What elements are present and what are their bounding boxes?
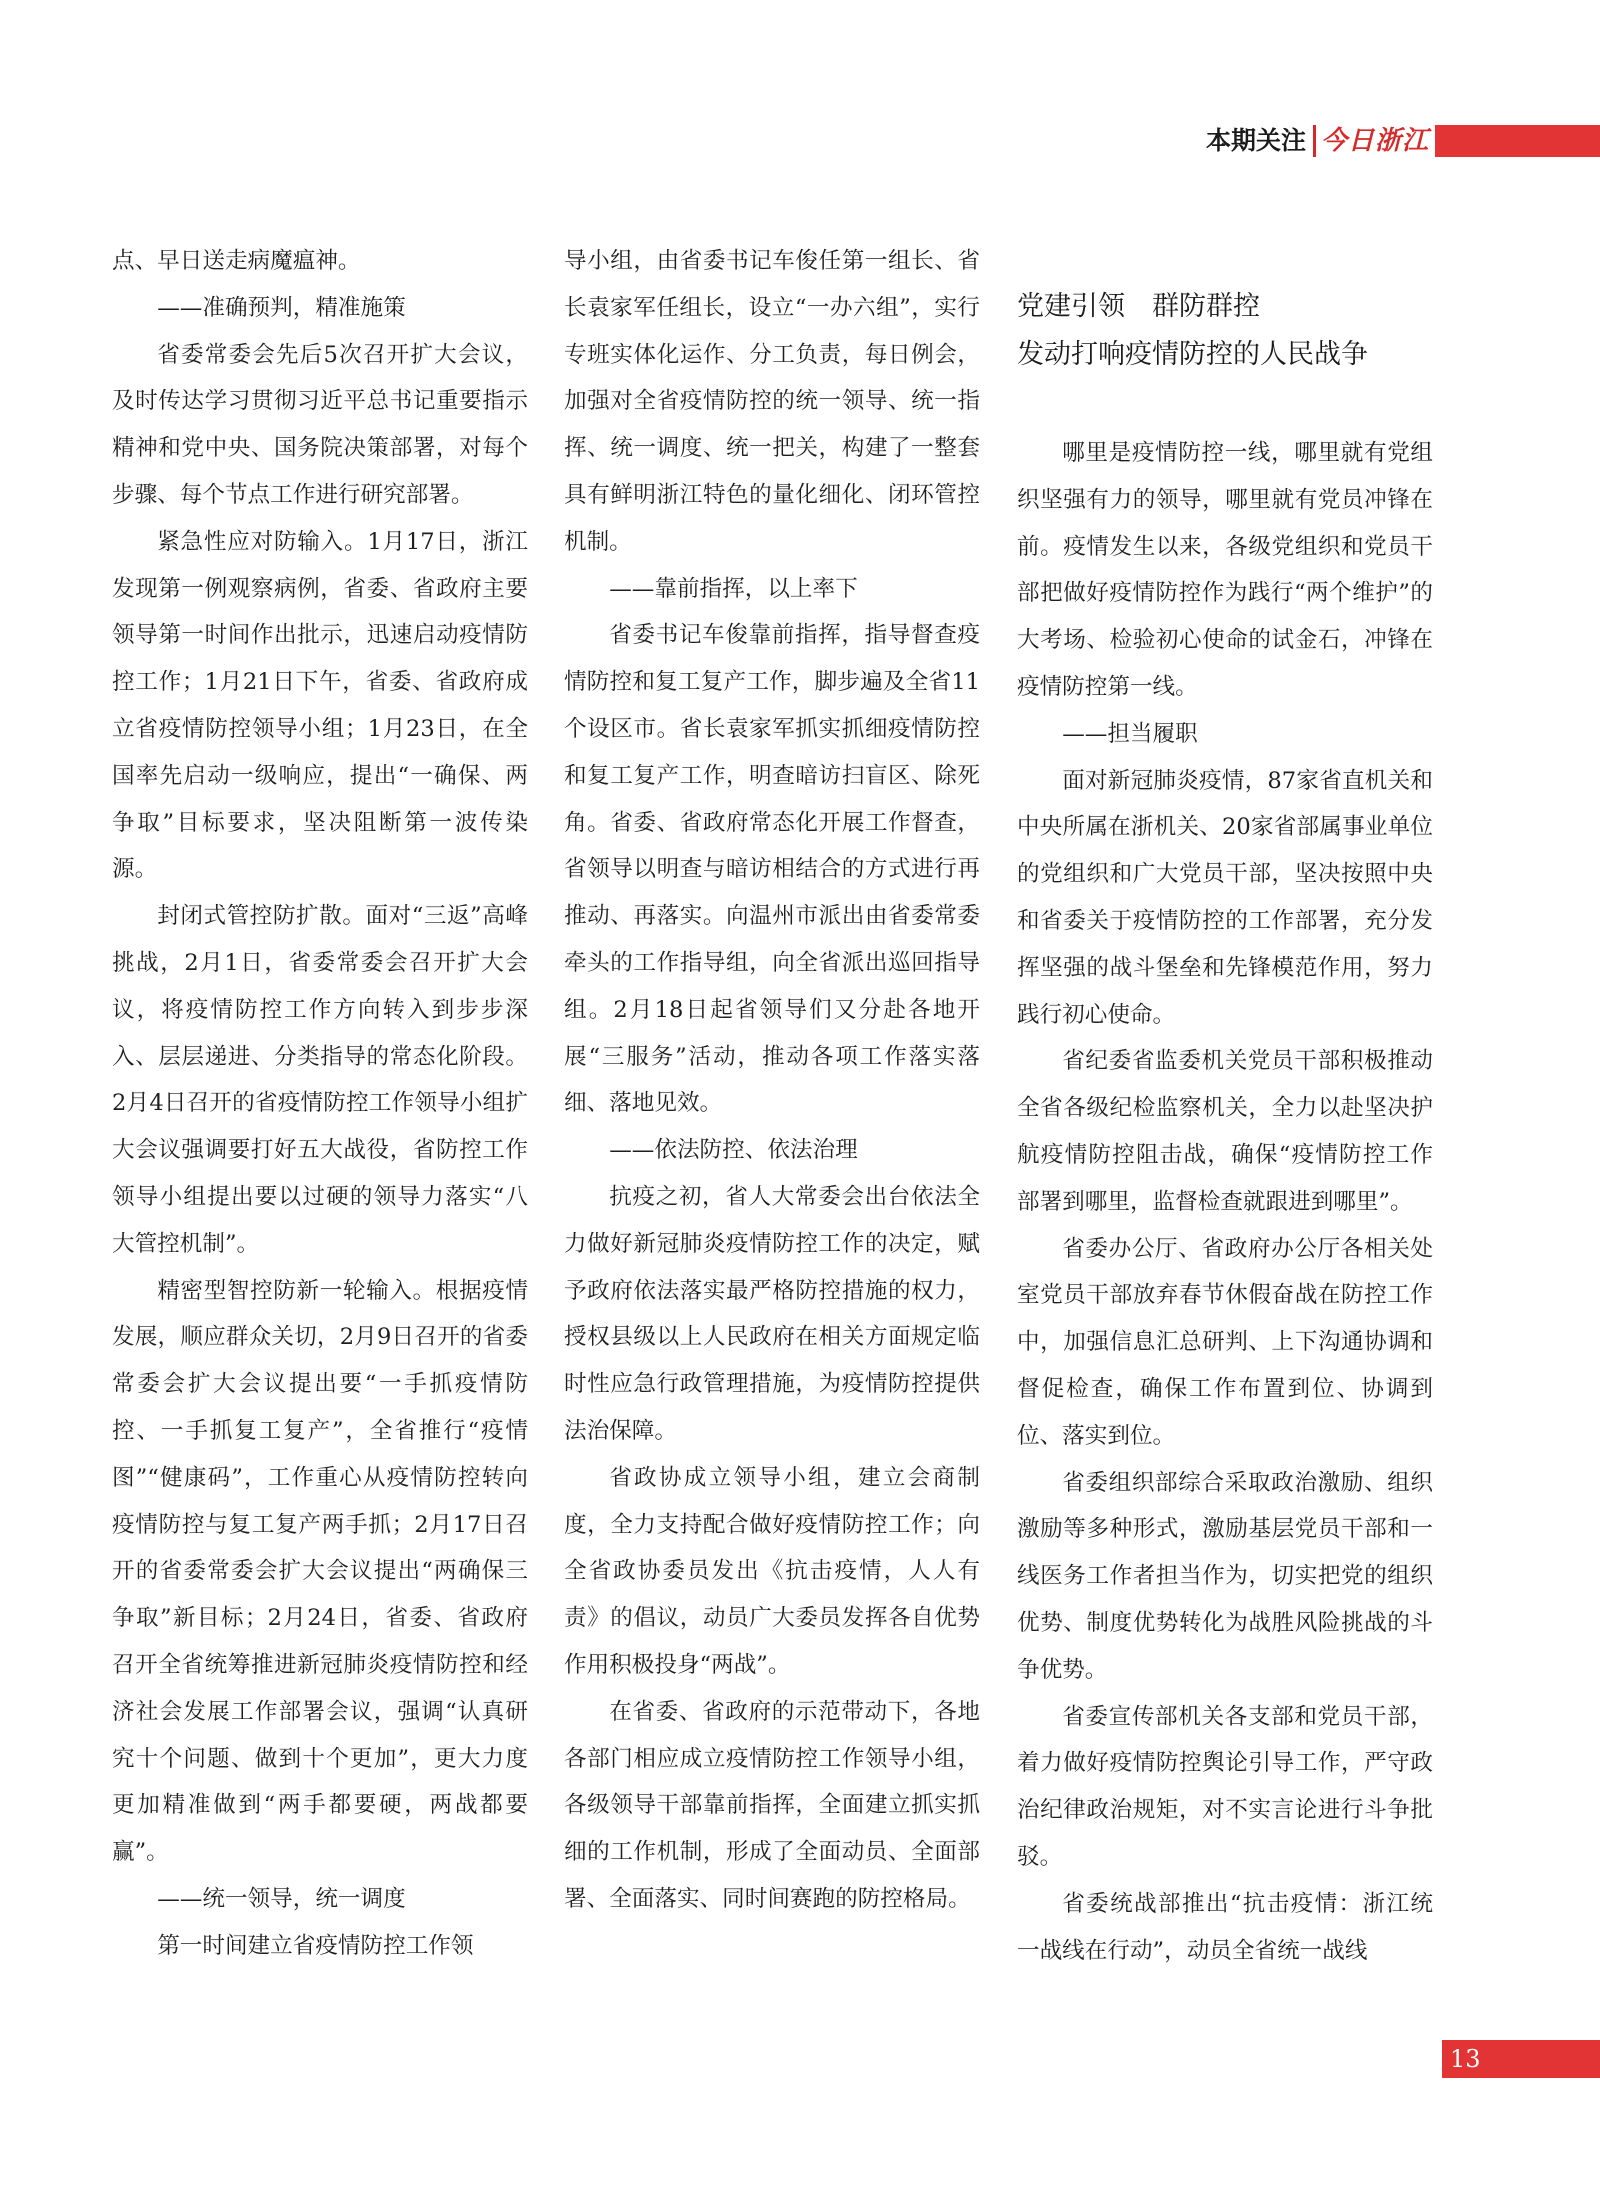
header-red-bar xyxy=(1435,125,1600,157)
section-heading-line-2: 发动打响疫情防控的人民战争 xyxy=(1017,339,1368,370)
paragraph: 抗疫之初，省人大常委会出台依法全力做好新冠肺炎疫情防控工作的决定，赋予政府依法落实最严格防控措施的权力，授权县级以上人民政府在相关方面规定临时性应急行政管理措施，为疫情防控提供法治保障。 xyxy=(564,1183,980,1444)
subheading: ——准确预判，精准施策 xyxy=(157,294,406,321)
paragraph: 省委书记车俊靠前指挥，指导督查疫情防控和复工复产工作，脚步遍及全省11个设区市。省长袁家军抓实抓细疫情防控和复工复产工作，明查暗访扫盲区、除死角。省委、省政府常态化开展工作督查，省领导以明查与暗访相结合的方式进行再推动、再落实。向温州市派出由省委常委牵头的工作指导组，向全省派出巡回指导组。2月18日起省领导们又分赴各地开展“三服务”活动，推动各项工作落实落细、落地见效。 xyxy=(564,622,980,1117)
section-label: 本期关注 xyxy=(1206,126,1307,155)
magazine-logo: 今日浙江 xyxy=(1321,126,1430,156)
paragraph: 点、早日送走病魔瘟神。 xyxy=(112,248,361,274)
column-2 xyxy=(564,238,980,1923)
column-3 xyxy=(1017,430,1433,1974)
paragraph: 第一时间建立省疫情防控工作领 xyxy=(157,1932,474,1959)
subheading: ——依法防控、依法治理 xyxy=(609,1137,858,1164)
section-heading-line-1: 党建引领 群防群控 xyxy=(1017,291,1260,322)
paragraph: 精密型智控防新一轮输入。根据疫情发展，顺应群众关切，2月9日召开的省委常委会扩大会议提出要“一手抓疫情防控、一手抓复工复产”，全省推行“疫情图”“健康码”，工作重心从疫情防控转向疫情防控与复工复产两手抓；2月17日召开的省委常委会扩大会议提出“两确保三争取”新目标；2月24日，省委、省政府召开全省统筹推进新冠肺炎疫情防控和经济社会发展工作部署会议，强调“认真研究十个问题、做到十个更加”，更大力度更加精准做到“两手都要硬，两战都要赢”。 xyxy=(112,1277,528,1866)
paragraph: 面对新冠肺炎疫情，87家省直机关和中央所属在浙机关、20家省部属事业单位的党组织和广大党员干部，坚决按照中央和省委关于疫情防控的工作部署，充分发挥坚强的战斗堡垒和先锋模范作用，努力践行初心使命。 xyxy=(1017,767,1433,1028)
subheading: ——靠前指挥，以上率下 xyxy=(609,575,858,602)
subheading: ——统一领导，统一调度 xyxy=(157,1885,406,1912)
paragraph: 省委常委会先后5次召开扩大会议，及时传达学习贯彻习近平总书记重要指示精神和党中央、国务院决策部署，对每个步骤、每个节点工作进行研究部署。 xyxy=(112,341,528,508)
header-divider xyxy=(1313,125,1316,157)
paragraph: 省纪委省监委机关党员干部积极推动全省各级纪检监察机关，全力以赴坚决护航疫情防控阻击战，确保“疫情防控工作部署到哪里，监督检查就跟进到哪里”。 xyxy=(1017,1048,1433,1215)
paragraph: 封闭式管控防扩散。面对“三返”高峰挑战，2月1日，省委常委会召开扩大会议，将疫情防控工作方向转入到步步深入、层层递进、分类指导的常态化阶段。2月4日召开的省疫情防控工作领导小组扩大会议强调要打好五大战役，省防控工作领导小组提出要以过硬的领导力落实“八大管控机制”。 xyxy=(112,903,528,1257)
section-heading xyxy=(1017,283,1437,379)
paragraph: 哪里是疫情防控一线，哪里就有党组织坚强有力的领导，哪里就有党员冲锋在前。疫情发生以来，各级党组织和党员干部把做好疫情防控作为践行“两个维护”的大考场、检验初心使命的试金石，冲锋在疫情防控第一线。 xyxy=(1017,440,1433,700)
paragraph: 省政协成立领导小组，建立会商制度，全力支持配合做好疫情防控工作；向全省政协委员发出《抗击疫情，人人有责》的倡议，动员广大委员发挥各自优势作用积极投身“两战”。 xyxy=(564,1464,980,1678)
column-1 xyxy=(112,238,528,1969)
subheading: ——担当履职 xyxy=(1062,720,1198,747)
page-header xyxy=(0,122,1600,160)
paragraph: 省委组织部综合采取政治激励、组织激励等多种形式，激励基层党员干部和一线医务工作者担当作为，切实把党的组织优势、制度优势转化为战胜风险挑战的斗争优势。 xyxy=(1017,1469,1433,1683)
paragraph: 在省委、省政府的示范带动下，各地各部门相应成立疫情防控工作领导小组，各级领导干部靠前指挥，全面建立抓实抓细的工作机制，形成了全面动员、全面部署、全面落实、同时间赛跑的防控格局。 xyxy=(564,1698,980,1912)
paragraph: 省委宣传部机关各支部和党员干部，着力做好疫情防控舆论引导工作，严守政治纪律政治规矩，对不实言论进行斗争批驳。 xyxy=(1017,1703,1433,1870)
paragraph: 导小组，由省委书记车俊任第一组长、省长袁家军任组长，设立“一办六组”，实行专班实体化运作、分工负责，每日例会，加强对全省疫情防控的统一领导、统一指挥、统一调度、统一把关，构建了一整套具有鲜明浙江特色的量化细化、闭环管控机制。 xyxy=(564,248,980,555)
page-number: 13 xyxy=(1442,2040,1600,2078)
paragraph: 紧急性应对防输入。1月17日，浙江发现第一例观察病例，省委、省政府主要领导第一时间作出批示，迅速启动疫情防控工作；1月21日下午，省委、省政府成立省疫情防控领导小组；1月23日，在全国率先启动一级响应，提出“一确保、两争取”目标要求，坚决阻断第一波传染源。 xyxy=(112,528,528,883)
paragraph: 省委办公厅、省政府办公厅各相关处室党员干部放弃春节休假奋战在防控工作中，加强信息汇总研判、上下沟通协调和督促检查，确保工作布置到位、协调到位、落实到位。 xyxy=(1017,1235,1433,1449)
paragraph: 省委统战部推出“抗击疫情：浙江统一战线在行动”，动员全省统一战线 xyxy=(1017,1890,1433,1964)
